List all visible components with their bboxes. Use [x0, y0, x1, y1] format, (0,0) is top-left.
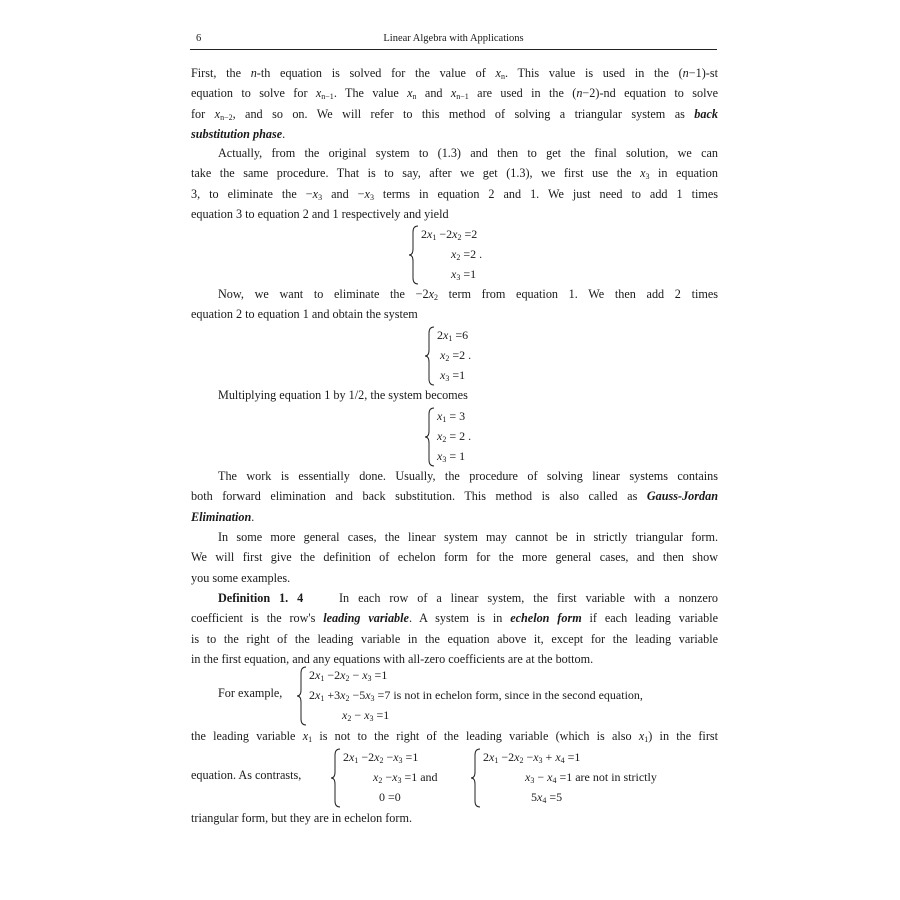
page-number: 6	[196, 33, 202, 44]
example-lead: For example,	[218, 686, 283, 700]
equation-row: $2x_1 -2x_2 - x_3 =1$	[309, 668, 388, 683]
equation-system-2	[424, 325, 524, 387]
equation-row: $2x_1 =6$	[437, 328, 469, 343]
equation-row: $x_2 = 2$ .	[437, 429, 472, 444]
text-line: 3, to eliminate the $-x_3$ and $-x_3$ terms in equation 2 and 1. We just need to add 1 times	[191, 186, 718, 202]
left-brace-icon	[408, 224, 420, 286]
running-title: Linear Algebra with Applications	[383, 33, 524, 44]
text-line: Actually, from the original system to (1.3) and then to get the final solution, we can	[218, 146, 718, 160]
text-line: in the first equation, and any equations with all-zero coefficients are at the bottom.	[191, 651, 594, 666]
paragraph-back-substitution	[191, 63, 718, 144]
paragraph-conclusion	[191, 808, 718, 828]
equation-row: $2x_1 -2x_2 =2$	[421, 227, 478, 242]
text-line: equation 3 to equation 2 and 1 respectively and yield	[191, 206, 449, 221]
text-line: In some more general cases, the linear system may cannot be in strictly triangular form.	[218, 530, 718, 544]
left-brace-icon	[470, 747, 482, 809]
text-line: for $x_{n-2}$, and so on. We will refer to this method of solving a triangular system as back	[191, 106, 718, 122]
equation-row: $x_2 -x_3 =1$ and	[373, 770, 438, 785]
text-line: Now, we want to eliminate the $-2x_2$ term from equation 1. We then add 2 times	[218, 287, 718, 302]
text-line: First, the n-th equation is solved for the value of $x_n$. This value is used in the (n−1)-st	[191, 66, 718, 81]
contrast-system-b	[470, 747, 720, 809]
text-line: take the same procedure. That is to say, after we get (1.3), we first use the $x_3$ in equation	[191, 166, 718, 182]
equation-system-3	[424, 406, 524, 468]
example-system	[296, 665, 716, 727]
left-brace-icon	[330, 747, 342, 809]
left-brace-icon	[296, 665, 308, 727]
text-line: Definition 1. 4 In each row of a linear system, the first variable with a nonzero	[218, 591, 718, 605]
equation-system-1	[408, 224, 548, 286]
left-brace-icon	[424, 325, 436, 387]
text-line: We will first give the definition of echelon form for the more general cases, and then show	[191, 550, 718, 565]
text-line: The work is essentially done. Usually, the procedure of solving linear systems contains	[218, 469, 718, 483]
text-line: coefficient is the row's leading variable. A system is in echelon form if each leading variable	[191, 611, 718, 626]
equation-row: $x_1 = 3$	[437, 409, 466, 424]
paragraph-leading-variable	[191, 726, 718, 746]
equation-row: $x_3 - x_4 =1$ are not in strictly	[525, 770, 657, 785]
text-line: substitution phase.	[191, 126, 286, 141]
equation-row: $x_3 =1$	[451, 267, 477, 282]
equation-row: $2x_1 -2x_2 -x_3 + x_4 =1$	[483, 750, 581, 765]
text-line: the leading variable $x_1$ is not to the right of the leading variable (which is also $x_1$) in the first	[191, 729, 719, 744]
equation-row: $5x_4 =5$	[483, 790, 563, 805]
text-line: triangular form, but they are in echelon form.	[191, 811, 412, 825]
text-line: you some examples.	[191, 570, 291, 585]
equation-row: 0 =0	[343, 790, 401, 804]
paragraph-eliminate	[191, 284, 718, 325]
text-line: is to the right of the leading variable in the equation above it, except for the leading variable	[191, 631, 718, 646]
equation-row: $x_2 - x_3 =1$	[342, 708, 390, 723]
paragraph-gauss-jordan	[191, 466, 718, 527]
text-line: both forward elimination and back substitution. This method is also called as Gauss-Jordan	[191, 489, 718, 504]
equation-row: $x_2 =2$ .	[451, 247, 483, 262]
paragraph-general-cases	[191, 527, 718, 588]
header-rule	[190, 49, 717, 50]
equation-row: $2x_1 -2x_2 -x_3 =1$	[343, 750, 419, 765]
equation-row: $x_3 =1$	[440, 368, 466, 383]
contrast-lead: equation. As contrasts,	[191, 768, 302, 782]
equation-row: $x_3 = 1$	[437, 449, 466, 464]
text-line: equation to solve for $x_{n-1}$. The value $x_n$ and $x_{n-1}$ are used in the (n−2)-nd equation to solve	[191, 86, 718, 102]
equation-row: $x_2 =2$ .	[440, 348, 472, 363]
paragraph-multiplying	[191, 385, 718, 405]
text-line: equation 2 to equation 1 and obtain the system	[191, 307, 418, 322]
left-brace-icon	[424, 406, 436, 468]
text-line: Multiplying equation 1 by 1/2, the system becomes	[218, 388, 468, 402]
equation-row: $2x_1 +3x_2 -5x_3 =7$ is not in echelon form, since in the second equation,	[309, 688, 643, 703]
text-line: Elimination.	[191, 509, 255, 524]
definition-1-4	[191, 588, 718, 669]
paragraph-procedure	[191, 143, 718, 224]
contrast-system-a	[330, 747, 480, 809]
